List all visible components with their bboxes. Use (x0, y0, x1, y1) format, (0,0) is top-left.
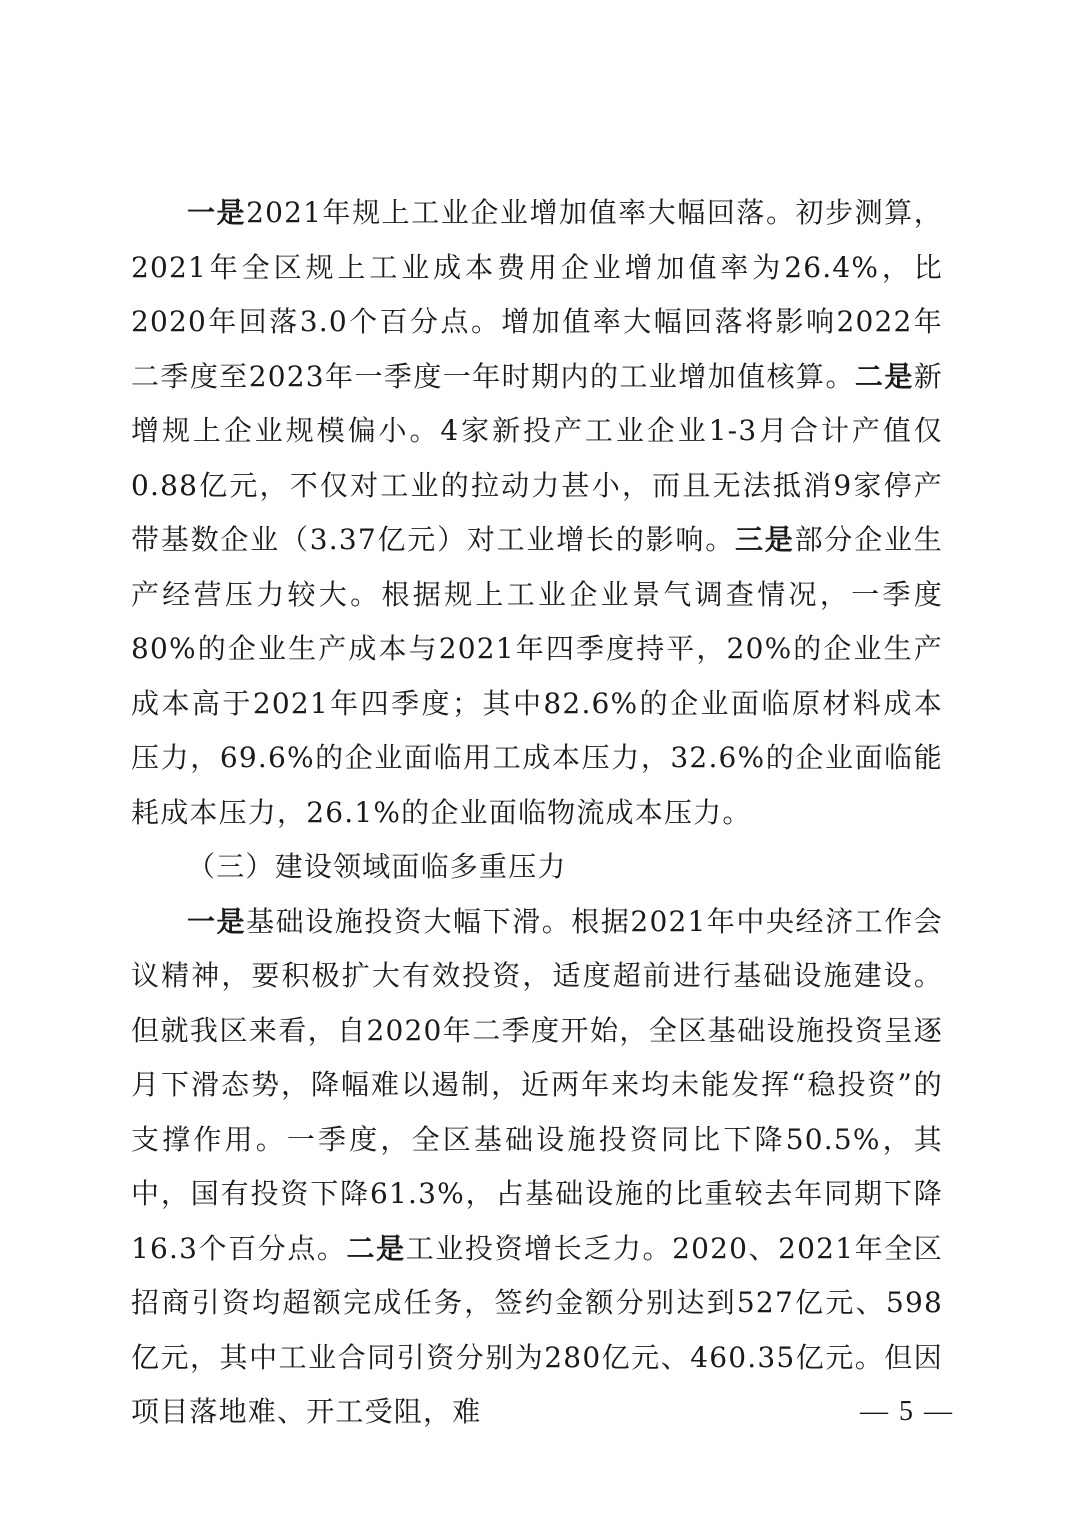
point-label-2: 二是 (346, 1231, 406, 1265)
point-text-3: 部分企业生产经营压力较大。根据规上工业企业景气调查情况，一季度80%的企业生产成本与2021年四季度持平，20%的企业生产成本高于2021年四季度；其中82.6%的企业面临原材料成本压力，69.6%的企业面临用工成本压力，32.6%的企业面临能耗成本压力，26.1%的企业面临物流成本压力。 (131, 523, 943, 829)
paragraph-construction-issues (131, 895, 943, 1440)
section-heading-3: （三）建设领域面临多重压力 (187, 850, 567, 883)
point-text-2: 新增规上企业规模偏小。4家新投产工业企业1-3月合计产值仅0.88亿元，不仅对工业的拉动力甚小，而且无法抵消9家停产带基数企业（3.37亿元）对工业增长的影响。 (131, 359, 943, 556)
document-body (131, 186, 943, 1440)
point-label-1: 一是 (187, 196, 247, 229)
page-number: — 5 — (860, 1396, 954, 1427)
point-text-2: 工业投资增长乏力。2020、2021年全区招商引资均超额完成任务，签约金额分别达到527亿元、598亿元，其中工业合同引资分别为280亿元、460.35亿元。但因项目落地难、开工受阻，难 (131, 1231, 943, 1428)
point-text-1: 基础设施投资大幅下滑。根据2021年中央经济工作会议精神，要积极扩大有效投资，适度超前进行基础设施建设。但就我区来看，自2020年二季度开始，全区基础设施投资呈逐月下滑态势，降幅难以遏制，近两年来均未能发挥“稳投资”的支撑作用。一季度，全区基础设施投资同比下降50.5%，其中，国有投资下降61.3%，占基础设施的比重较去年同期下降16.3个百分点。 (131, 904, 943, 1265)
point-label-3: 三是 (735, 523, 795, 556)
point-label-2: 二是 (854, 359, 914, 393)
point-text-1: 2021年规上工业企业增加值率大幅回落。初步测算，2021年全区规上工业成本费用企业增加值率为26.4%，比2020年回落3.0个百分点。增加值率大幅回落将影响2022年二季度至2023年一季度一年时期内的工业增加值核算。 (131, 196, 943, 393)
paragraph-industry-issues (131, 186, 943, 840)
point-label-1: 一是 (187, 904, 247, 938)
